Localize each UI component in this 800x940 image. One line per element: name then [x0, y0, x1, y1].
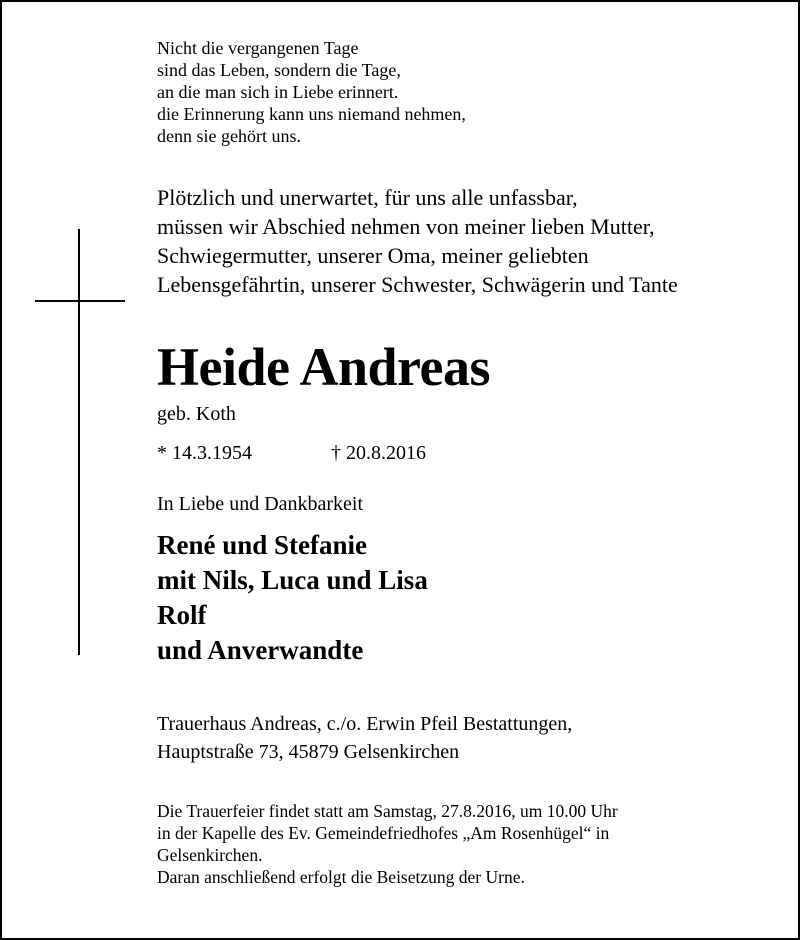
intro-line: Schwiegermutter, unserer Oma, meiner geliebten — [157, 243, 589, 268]
poem-line: sind das Leben, sondern die Tage, — [157, 60, 401, 80]
cross-vertical-bar — [78, 229, 80, 655]
mourners-list — [157, 528, 428, 668]
intro-line: Plötzlich und unerwartet, für uns alle unfassbar, — [157, 185, 578, 210]
address-line: Trauerhaus Andreas, c./o. Erwin Pfeil Bestattungen, — [157, 713, 573, 735]
service-line: Die Trauerfeier findet statt am Samstag, 27.8.2016, um 10.00 Uhr — [157, 801, 618, 821]
life-dates — [157, 440, 426, 466]
poem-line: die Erinnerung kann uns niemand nehmen, — [157, 104, 466, 124]
intro-line: Lebensgefährtin, unserer Schwester, Schwägerin und Tante — [157, 272, 678, 297]
deceased-name: Heide Andreas — [157, 337, 491, 397]
poem-line: an die man sich in Liebe erinnert. — [157, 82, 399, 102]
mourner-line: René und Stefanie — [157, 530, 368, 560]
announcement-intro — [157, 183, 678, 299]
funeral-service-info — [157, 800, 618, 888]
mourners-intro: In Liebe und Dankbarkeit — [157, 493, 364, 515]
death-date: † 20.8.2016 — [331, 442, 426, 464]
maiden-name: geb. Koth — [157, 403, 236, 425]
birth-date: * 14.3.1954 — [157, 442, 252, 464]
poem — [157, 37, 466, 147]
service-line: Daran anschließend erfolgt die Beisetzung der Urne. — [157, 867, 525, 887]
poem-line: denn sie gehört uns. — [157, 126, 301, 146]
service-line: in der Kapelle des Ev. Gemeindefriedhofes „Am Rosenhügel“ in — [157, 823, 610, 843]
mourner-line: und Anverwandte — [157, 635, 364, 665]
mourning-address — [157, 710, 572, 766]
mourner-line: mit Nils, Luca und Lisa — [157, 565, 428, 595]
cross-horizontal-bar — [35, 300, 125, 302]
intro-line: müssen wir Abschied nehmen von meiner lieben Mutter, — [157, 214, 655, 239]
poem-line: Nicht die vergangenen Tage — [157, 38, 359, 58]
address-line: Hauptstraße 73, 45879 Gelsenkirchen — [157, 741, 460, 763]
mourner-line: Rolf — [157, 600, 207, 630]
service-line: Gelsenkirchen. — [157, 845, 263, 865]
